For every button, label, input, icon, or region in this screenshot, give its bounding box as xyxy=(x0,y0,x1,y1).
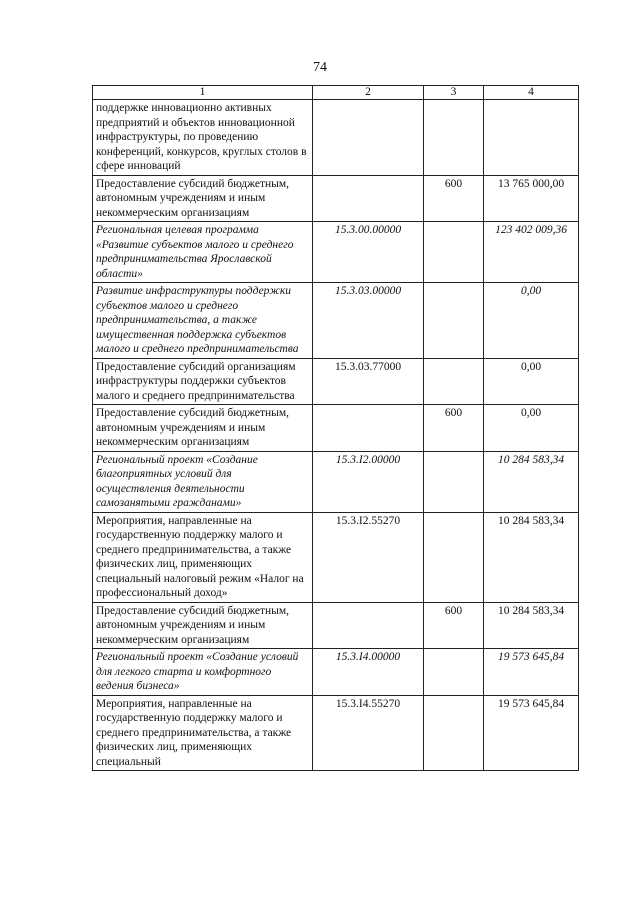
table-row xyxy=(93,451,579,512)
table-body xyxy=(93,100,579,771)
column-header-2: 2 xyxy=(313,86,424,100)
row-amount-cell: 10 284 583,34 xyxy=(484,451,579,512)
row-amount-cell: 123 402 009,36 xyxy=(484,222,579,283)
table-header-row xyxy=(93,86,579,100)
row-name-cell: поддержке инновационно активных предприятий и объектов инновационной инфраструктуры, по проведению конференций, конкурсов, круглых столов в сфере инноваций xyxy=(93,100,313,176)
table-row xyxy=(93,602,579,649)
row-code-cell: 15.3.I4.55270 xyxy=(313,695,424,771)
row-name-cell: Предоставление субсидий бюджетным, автономным учреждениям и иным некоммерческим организациям xyxy=(93,602,313,649)
row-code-cell: 15.3.I4.00000 xyxy=(313,649,424,696)
row-type-cell xyxy=(424,358,484,405)
row-type-cell xyxy=(424,512,484,602)
row-code-cell: 15.3.03.77000 xyxy=(313,358,424,405)
row-name-cell: Региональный проект «Создание условий для легкого старта и комфортного ведения бизнеса» xyxy=(93,649,313,696)
table-row xyxy=(93,100,579,176)
row-name-cell: Предоставление субсидий организациям инфраструктуры поддержки субъектов малого и среднего предпринимательства xyxy=(93,358,313,405)
row-amount-cell: 19 573 645,84 xyxy=(484,695,579,771)
row-name-cell: Региональный проект «Создание благоприятных условий для осуществления деятельности самозанятыми гражданами» xyxy=(93,451,313,512)
column-header-1: 1 xyxy=(93,86,313,100)
row-type-cell xyxy=(424,283,484,359)
row-amount-cell: 19 573 645,84 xyxy=(484,649,579,696)
row-name-cell: Региональная целевая программа «Развитие субъектов малого и среднего предпринимательства Ярославской области» xyxy=(93,222,313,283)
row-name-cell: Предоставление субсидий бюджетным, автономным учреждениям и иным некоммерческим организациям xyxy=(93,405,313,452)
row-amount-cell: 0,00 xyxy=(484,283,579,359)
row-type-cell xyxy=(424,222,484,283)
row-type-cell xyxy=(424,695,484,771)
table-row xyxy=(93,358,579,405)
row-type-cell xyxy=(424,100,484,176)
row-code-cell: 15.3.00.00000 xyxy=(313,222,424,283)
row-code-cell: 15.3.I2.00000 xyxy=(313,451,424,512)
row-code-cell: 15.3.I2.55270 xyxy=(313,512,424,602)
row-type-cell: 600 xyxy=(424,405,484,452)
row-code-cell: 15.3.03.00000 xyxy=(313,283,424,359)
row-amount-cell: 0,00 xyxy=(484,405,579,452)
row-type-cell: 600 xyxy=(424,602,484,649)
column-header-4: 4 xyxy=(484,86,579,100)
row-code-cell xyxy=(313,405,424,452)
table-row xyxy=(93,283,579,359)
row-name-cell: Мероприятия, направленные на государственную поддержку малого и среднего предпринимательства, а также физических лиц, применяющих специальный xyxy=(93,695,313,771)
row-type-cell xyxy=(424,451,484,512)
row-code-cell xyxy=(313,175,424,222)
page-number: 74 xyxy=(313,60,327,75)
row-name-cell: Предоставление субсидий бюджетным, автономным учреждениям и иным некоммерческим организациям xyxy=(93,175,313,222)
table-row xyxy=(93,649,579,696)
column-header-3: 3 xyxy=(424,86,484,100)
row-name-cell: Мероприятия, направленные на государственную поддержку малого и среднего предпринимательства, а также физических лиц, применяющих специальный налоговый режим «Налог на профессиональный доход» xyxy=(93,512,313,602)
table-row xyxy=(93,222,579,283)
table-row xyxy=(93,405,579,452)
table-row xyxy=(93,695,579,771)
row-amount-cell: 0,00 xyxy=(484,358,579,405)
row-type-cell: 600 xyxy=(424,175,484,222)
row-code-cell xyxy=(313,602,424,649)
row-amount-cell: 13 765 000,00 xyxy=(484,175,579,222)
table-row xyxy=(93,175,579,222)
table-row xyxy=(93,512,579,602)
row-name-cell: Развитие инфраструктуры поддержки субъектов малого и среднего предпринимательства, а также имущественная поддержка субъектов малого и среднего предпринимательства xyxy=(93,283,313,359)
row-type-cell xyxy=(424,649,484,696)
row-amount-cell: 10 284 583,34 xyxy=(484,602,579,649)
row-code-cell xyxy=(313,100,424,176)
row-amount-cell: 10 284 583,34 xyxy=(484,512,579,602)
row-amount-cell xyxy=(484,100,579,176)
budget-table xyxy=(92,85,579,771)
